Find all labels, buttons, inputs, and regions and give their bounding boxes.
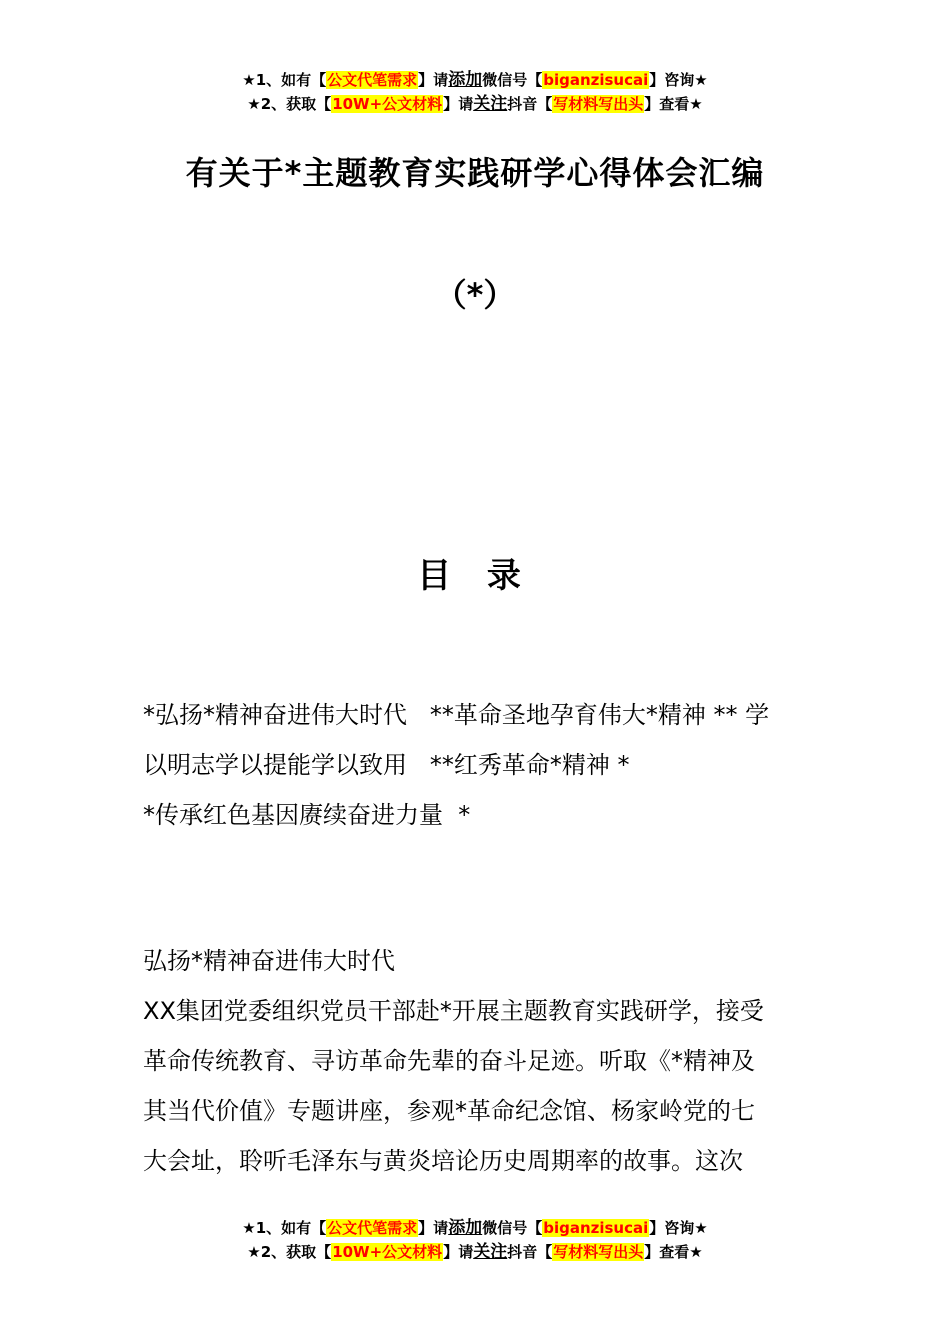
toc-line: *传承红色基因赓续奋进力量 * xyxy=(143,801,471,829)
highlight-materials: 10W+公文材料 xyxy=(332,95,443,113)
body-line: 大会址，聆听毛泽东与黄炎培论历史周期率的故事。这次 xyxy=(143,1147,743,1175)
banner-emphasis: 添加 xyxy=(448,1218,483,1238)
header-banner xyxy=(0,68,950,116)
highlight-wechat-id: biganzisucai xyxy=(543,1219,649,1237)
banner-text: 】请 xyxy=(418,71,449,89)
banner-text: 】请 xyxy=(443,1243,474,1261)
highlight-service: 公文代笔需求 xyxy=(327,1219,418,1237)
body-line: XX集团党委组织党员干部赴*开展主题教育实践研学，接受 xyxy=(143,997,764,1025)
banner-line-2 xyxy=(0,1240,950,1264)
document-subtitle: （*） xyxy=(434,276,516,314)
body-line: 革命传统教育、寻访革命先辈的奋斗足迹。听取《*精神及 xyxy=(143,1047,755,1075)
highlight-wechat-id: biganzisucai xyxy=(543,71,649,89)
document-title: 有关于*主题教育实践研学心得体会汇编 xyxy=(185,154,765,192)
banner-emphasis: 添加 xyxy=(448,70,483,90)
highlight-douyin-account: 写材料写出头 xyxy=(553,1243,644,1261)
banner-text: ★1、如有【 xyxy=(242,71,327,89)
banner-text: 抖音【 xyxy=(507,1243,553,1261)
banner-text: 微信号【 xyxy=(482,71,543,89)
body-line: 其当代价值》专题讲座，参观*革命纪念馆、杨家岭党的七 xyxy=(143,1097,755,1125)
banner-text: 】查看★ xyxy=(644,95,703,113)
banner-text: ★1、如有【 xyxy=(242,1219,327,1237)
toc-line: *弘扬*精神奋进伟大时代 **革命圣地孕育伟大*精神 ** 学 xyxy=(143,701,770,729)
banner-text: ★2、获取【 xyxy=(247,95,332,113)
banner-text: 】请 xyxy=(443,95,474,113)
highlight-materials: 10W+公文材料 xyxy=(332,1243,443,1261)
banner-text: 】咨询★ xyxy=(649,71,708,89)
banner-text: 微信号【 xyxy=(482,1219,543,1237)
highlight-douyin-account: 写材料写出头 xyxy=(553,95,644,113)
table-of-contents xyxy=(143,690,808,840)
banner-text: 抖音【 xyxy=(507,95,553,113)
banner-line-1 xyxy=(0,1216,950,1240)
document-body xyxy=(143,936,808,1186)
banner-text: 】咨询★ xyxy=(649,1219,708,1237)
banner-text: 】查看★ xyxy=(644,1243,703,1261)
banner-text: ★2、获取【 xyxy=(247,1243,332,1261)
toc-heading: 目 录 xyxy=(417,556,533,596)
banner-text: 】请 xyxy=(418,1219,449,1237)
toc-line: 以明志学以提能学以致用 **红秀革命*精神 * xyxy=(143,751,630,779)
footer-banner xyxy=(0,1216,950,1264)
banner-line-1 xyxy=(0,68,950,92)
banner-emphasis: 关注 xyxy=(473,1242,508,1262)
highlight-service: 公文代笔需求 xyxy=(327,71,418,89)
banner-emphasis: 关注 xyxy=(473,94,508,114)
banner-line-2 xyxy=(0,92,950,116)
section-title: 弘扬*精神奋进伟大时代 xyxy=(143,947,395,975)
